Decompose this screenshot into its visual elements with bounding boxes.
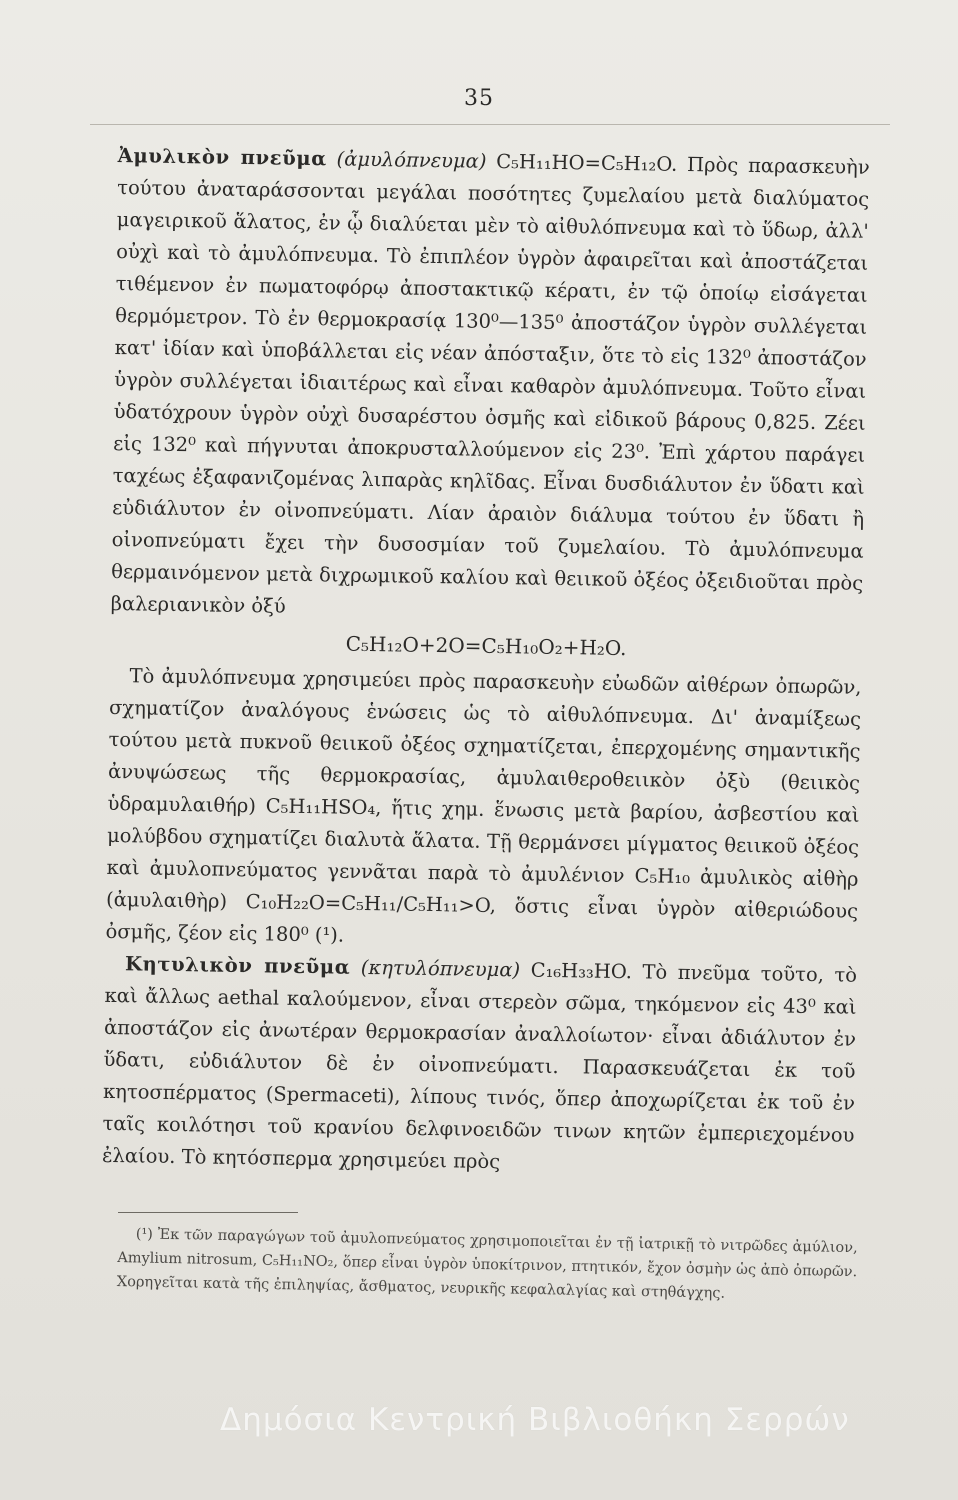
paragraph-text: C₁₆H₃₃HO. Τὸ πνεῦμα τοῦτο, τὸ καὶ ἄλλως aethal καλούμενον, εἶναι στερεὸν σῶμα, τηκόμενον εἰς 43⁰ καὶ ἀποστάζον εἰς ἀνωτέραν θερμοκρασίαν ἀναλλοίωτον· εἶναι ἀδιάλυτον ἐν ὕδατι, εὐδιάλυτον δὲ ἐν οἰνοπνεύματι. Παρασκευάζεται ἐκ τοῦ κητοσπέρματος (Spermaceti), λίπους τινός, ὅπερ ἀποχωρίζεται ἐκ τοῦ ἐν ταῖς κοιλότησι τοῦ κρανίου δελφινοειδῶν τινων κητῶν ἐμπεριεχομένου ἐλαίου. Τὸ κητόσπερμα χρησιμεύει πρὸς	[101, 958, 858, 1174]
chemical-formula: C₅H₁₂O+2O=C₅H₁₀O₂+H₂O.	[345, 631, 627, 661]
section-heading-cetyl: Κητυλικὸν πνεῦμα	[124, 952, 351, 979]
paragraph-cetyl-alcohol	[102, 948, 857, 1184]
footnote-rule	[118, 1212, 298, 1213]
header-rule	[90, 124, 890, 125]
section-heading-amyl: Ἀμυλικὸν πνεῦμα	[117, 143, 327, 171]
main-text	[102, 140, 870, 1184]
paragraph-amyl-uses: Τὸ ἀμυλόπνευμα χρησιμεύει πρὸς παρασκευὴν εὐωδῶν αἰθέρων ὀπωρῶν, σχηματίζον ἀναλόγους ἑνώσεις ὡς τὸ αἰθυλόπνευμα. Δι' ἀναμίξεως τούτου μετὰ πυκνοῦ θειικοῦ ὀξέος σχηματίζεται, ἐπερχομένης σημαντικῆς ἀνυψώσεως τῆς θερμοκρασίας, ἀμυλαιθεροθειικὸν ὀξὺ (θειικὸς ὑδραμυλαιθήρ) C₅H₁₁HSO₄, ἥτις χημ. ἕνωσις μετὰ βαρίου, ἀσβεστίου καὶ μολύβδου σχηματίζει διαλυτὰ ἅλατα. Τῇ θερμάνσει μίγματος θειικοῦ ὀξέος καὶ ἀμυλοπνεύματος γεννᾶται παρὰ τὸ ἀμυλένιον C₅H₁₀ ἀμυλικὸς αἰθὴρ (ἀμυλαιθὴρ) C₁₀H₂₂O=C₅H₁₁/C₅H₁₁>O, ὅστις εἶναι ὑγρὸν αἰθεριώδους ὀσμῆς, ζέον εἰς 180⁰ (¹).	[105, 664, 862, 947]
footnote-1: (¹) Ἐκ τῶν παραγώγων τοῦ ἀμυλοπνεύματος χρησιμοποιεῖται ἐν τῇ ἰατρικῇ τὸ νιτρῶδες ἀμύλιον, Amylium nitrosum, C₅H₁₁NO₂, ὅπερ εἶναι ὑγρὸν ὑποκίτρινον, πτητικόν, ἔχον ὀσμὴν ὡς ἀπὸ ὀπωρῶν. Χορηγεῖται κατὰ τῆς ἐπιληψίας, ἄσθματος, νευρικῆς κεφαλαλγίας καὶ στηθάγχης.	[116, 1226, 858, 1302]
section-gloss-amyl: (ἀμυλόπνευμα)	[336, 147, 487, 173]
page-number: 35	[464, 86, 494, 111]
paragraph-amyl-alcohol	[110, 140, 869, 632]
library-watermark: Δημόσια Κεντρική Βιβλιοθήκη Σερρών	[220, 1402, 850, 1438]
section-gloss-cetyl: (κητυλόπνευμα)	[360, 955, 521, 982]
paragraph-text: C₅H₁₁HO=C₅H₁₂O. Πρὸς παρασκευὴν τούτου ἀναταράσσονται μεγάλαι ποσότητες ζυμελαίου μετὰ διαλύματος μαγειρικοῦ ἅλατος, ἐν ᾧ διαλύεται μὲν τὸ αἰθυλόπνευμα καὶ τὸ ὕδωρ, ἀλλ' οὐχὶ καὶ τὸ ἀμυλόπνευμα. Τὸ ἐπιπλέον ὑγρὸν ἀφαιρεῖται καὶ ἀποστάζεται τιθέμενον ἐν πωματοφόρῳ ἀποστακτικῷ κέρατι, ἐν τῷ ὁποίῳ εἰσάγεται θερμόμετρον. Τὸ ἐν θερμοκρασίᾳ 130⁰—135⁰ ἀποστάζον ὑγρὸν συλλέγεται κατ' ἰδίαν καὶ ὑποβάλλεται εἰς νέαν ἀπόσταξιν, ὅτε τὸ εἰς 132⁰ ἀποστάζον ὑγρὸν συλλέγεται ἰδιαιτέρως καὶ εἶναι καθαρὸν ἀμυλόπνευμα. Τοῦτο εἶναι ὑδατόχρουν ὑγρὸν οὐχὶ δυσαρέστου ὀσμῆς καὶ εἰδικοῦ βάρους 0,825. Ζέει εἰς 132⁰ καὶ πήγνυται ἀποκρυσταλλούμενον εἰς 23⁰. Ἐπὶ χάρτου παράγει ταχέως ἐξαφανιζομένας λιπαρὰς κηλῖδας. Εἶναι δυσδιάλυτον ἐν ὕδατι καὶ εὐδιάλυτον ἐν οἰνοπνεύματι. Λίαν ἀραιὸν διάλυμα τούτου ἐν ὕδατι ἢ οἰνοπνεύματι ἔχει τὴν δυσοσμίαν τοῦ ζυμελαίου. Τὸ ἀμυλόπνευμα θερμαινόμενον μετὰ διχρωμικοῦ καλίου καὶ θειικοῦ ὀξέος ὀξειδιοῦται πρὸς βαλεριανικὸν ὀξύ	[110, 149, 870, 618]
footnotes	[117, 1222, 858, 1308]
